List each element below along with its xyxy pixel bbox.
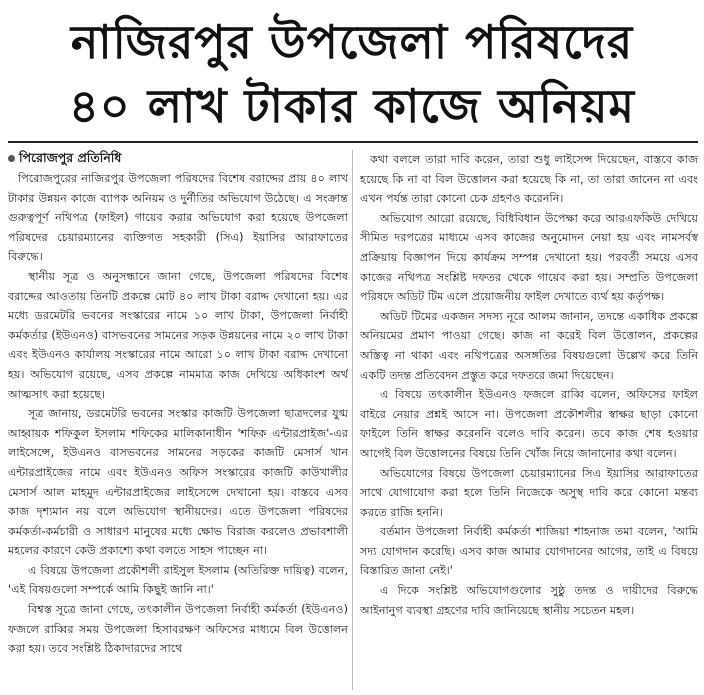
paragraph: বর্তমান উপজেলা নির্বাহী কর্মকর্তা শাজিয়া শাহনাজ তমা বলেন, 'আমি সদ্য যোগদান করেছি। এসব কাজ আমার যোগদানের আগের, তাই এ বিষয়ে বিস্তারিত জানা নেই।' xyxy=(360,525,698,578)
headline xyxy=(0,0,704,138)
paragraph: এ দিকে সংশ্লিষ্ট অভিযোগগুলোর সুষ্ঠু তদন্ত ও দায়ীদের বিরুদ্ধে আইনানুগ ব্যবস্থা গ্রহণের দাবি জানিয়েছে স্থানীয় সচেতন মহল। xyxy=(360,584,698,617)
paragraph: স্থানীয় সূত্র ও অনুসন্ধানে জানা গেছে, উপজেলা পরিষদের বিশেষ বরাদ্দের আওতায় তিনটি প্রকল্পে মোট ৪০ লাখ টাকা বরাদ্দ দেখানো হয়। এর মধ্যে ডরমেটরি ভবনের সংস্কারের নামে ১০ লাখ টাকা, উপজেলা নির্বাহী কর্মকর্তার (ইউএনও) বাসভবনের সামনের সড়ক উন্নয়নের নামে ২০ লাখ টাকা এবং ইউএনও কার্যালয় সংস্কারের নামে আরো ১০ লাখ টাকা বরাদ্দ দেখানো হয়। অভিযোগ রয়েছে, এসব প্রকল্পে নামমাত্র কাজ দেখিয়ে অধিকাংশ অর্থ আত্মসাৎ করা হয়েছে। xyxy=(8,269,348,401)
column-divider xyxy=(352,150,353,690)
bullet-icon xyxy=(8,155,15,162)
headline-line-2: ৪০ লাখ টাকার কাজে অনিয়ম xyxy=(68,79,636,133)
paragraph: অডিট টিমের একজন সদস্য নূরে আলম জানান, তদন্তে একাধিক প্রকল্পে অনিয়মের প্রমাণ পাওয়া গেছে। কাজ না করেই বিল উত্তোলন, প্রকল্পের অস্তিত্ব না থাকা এবং নথিপত্রের অসঙ্গতির বিষয়গুলো উল্লেখ করে তিনি একটি তদন্ত প্রতিবেদন প্রস্তুত করে দফতরে জমা দিয়েছেন। xyxy=(360,309,698,382)
article-column-right xyxy=(360,150,698,694)
byline-text: পিরোজপুর প্রতিনিধি xyxy=(19,150,122,165)
paragraph: অভিযোগ আরো রয়েছে, বিধিবিধান উপেক্ষা করে আরএফকিউ দেখিয়ে সীমিত দরপত্রের মাধ্যমে এসব কাজের অনুমোদন নেয়া হয় এবং নামসর্বস্ব প্রক্রিয়ায় বিজ্ঞাপন দিয়ে কার্যক্রম সম্পন্ন দেখানো হয়। পরবর্তী সময়ে এসব কাজের নথিপত্র সংশ্লিষ্ট দফতর থেকে গায়েব করা হয়। সম্প্রতি উপজেলা পরিষদে অডিট টিম এলে প্রয়োজনীয় ফাইল দেখাতে ব্যর্থ হয় কর্তৃপক্ষ। xyxy=(360,211,698,304)
paragraph: এ বিষয়ে তৎকালীন ইউএনও ফজলে রাব্বি বলেন, অফিসের ফাইল বাইরে নেয়ার প্রশ্নই আসে না। উপজেলা প্রকৌশলীর স্বাক্ষর ছাড়া কোনো ফাইলে তিনি স্বাক্ষর করেননি বলেও দাবি করেন। তবে কাজ শেষ হওয়ার আগেই বিল উত্তোলনের বিষয়ে তিনি খোঁজ নিয়ে জানানোর কথা বলেন। xyxy=(360,388,698,460)
paragraph: অভিযোগের বিষয়ে উপজেলা চেয়ারম্যানের সিএ ইয়াসির আরাফাতের সাথে যোগাযোগ করা হলে তিনি নিজেকে অসুস্থ দাবি করে কোনো মন্তব্য করতে রাজি হননি। xyxy=(360,466,698,519)
byline xyxy=(8,148,348,168)
paragraph: পিরোজপুরের নাজিরপুর উপজেলা পরিষদের বিশেষ বরাদ্দের প্রায় ৪০ লাখ টাকার উন্নয়ন কাজে ব্যাপক অনিয়ম ও দুর্নীতির অভিযোগ উঠেছে। এ সংক্রান্ত গুরুত্বপূর্ণ নথিপত্র (ফাইল) গায়েব করার অভিযোগ করা হয়েছে উপজেলা পরিষদের চেয়ারম্যানের ব্যক্তিগত সহকারী (সিএ) ইয়াসির আরাফাতের বিরুদ্ধে। xyxy=(8,172,348,264)
paragraph: এ বিষয়ে উপজেলা প্রকৌশলী রাইসুল ইসলাম (অতিরিক্ত দায়িত্ব) বলেন, 'এই বিষয়গুলো সম্পর্কে আমি কিছুই জানি না।' xyxy=(8,563,348,597)
paragraph: সূত্র জানায়, ডরমেটরি ভবনের সংস্কার কাজটি উপজেলা ছাত্রদলের যুগ্ম আহ্বায়ক শফিকুল ইসলাম শফিকের মালিকানাধীন 'শফিক এন্টারপ্রাইজ'-এর লাইসেন্সে, ইউএনও বাসভবনের সামনের সড়কের কাজটি মেসার্স খান এন্টারপ্রাইজের নামে এবং ইউএনও অফিস সংস্কারের কাজটি কাউখালীর মেসার্স আল মাহমুদ এন্টারপ্রাইজের লাইসেন্সে দেখানো হয়। বাস্তবে এসব কাজ দৃশ্যমান নয় বলে অভিযোগ স্থানীয়দের। এতে উপজেলা পরিষদের কর্মকর্তা-কর্মচারী ও সাধারণ মানুষের মধ্যে ক্ষোভ বিরাজ করলেও প্রভাবশালী মহলের কারণে কেউ প্রকাশ্যে কথা বলতে সাহস পাচ্ছেন না। xyxy=(8,407,348,558)
paragraph: কথা বললে তারা দাবি করেন, তারা শুধু লাইসেন্স দিয়েছেন, বাস্তবে কাজ হয়েছে কি না বা বিল উত্তোলন করা হয়েছে কি না, তা তারা জানেন না এবং এখন পর্যন্ত তারা কোনো চেক গ্রহণও করেননি। xyxy=(360,153,698,206)
headline-line-1: নাজিরপুর উপজেলা পরিষদের xyxy=(70,15,634,69)
headline-rule xyxy=(8,141,698,143)
article-column-left xyxy=(8,148,348,692)
paragraph: বিশ্বস্ত সূত্রে জানা গেছে, তৎকালীন উপজেলা নির্বাহী কর্মকর্তা (ইউএনও) ফজলে রাব্বির সময় উপজেলা হিসাবরক্ষণ অফিসের মাধ্যমে বিল উত্তোলন করা হয়। তবে সংশ্লিষ্ট ঠিকাদারদের সাথে xyxy=(8,603,348,656)
